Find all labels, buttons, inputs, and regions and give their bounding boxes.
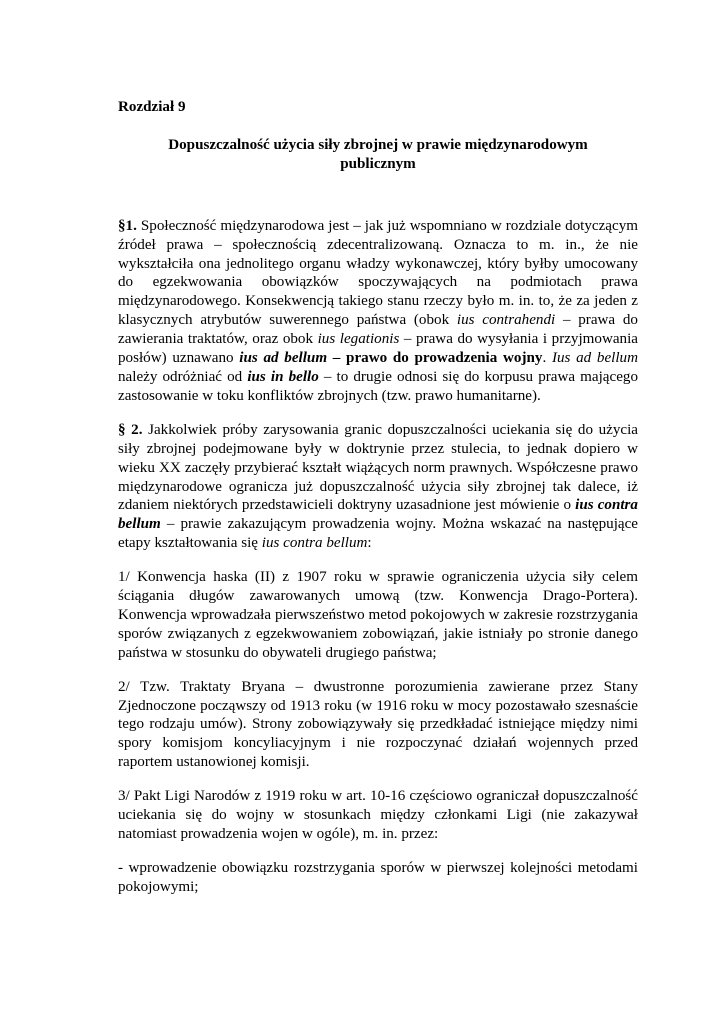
sec2-bold-italic-1: ius contra bellum	[118, 497, 638, 533]
sec2-text-3: :	[367, 535, 372, 552]
sec1-bold-italic-1: ius ad bellum	[239, 350, 328, 367]
list-item: 2/ Tzw. Traktaty Bryana – dwustronne porozumienia zawierane przez Stany Zjednoczone począwszy od 1913 roku (w 1916 roku w mocy pozostawało szesnaście tego rodzaju umów). Strony zobowiązywały się przedkładać istniejące między nimi spory komisjom koncyliacyjnym i nie rozpoczynać działań wojennych przed raportem ustanowionej komisji.	[118, 678, 638, 771]
sec2-italic-1: ius contra bellum	[261, 535, 368, 552]
sec1-bold-italic-2: ius in bello	[247, 368, 319, 385]
section-1-paragraph	[118, 217, 638, 406]
sec2-text-2: – prawie zakazującym prowadzenia wojny. Można wskazać na następujące etapy kształtowania się	[118, 516, 638, 552]
chapter-title-line1: Dopuszczalność użycia siły zbrojnej w prawie międzynarodowym	[168, 136, 588, 153]
document-page	[118, 98, 638, 897]
sec1-italic-1: ius contrahendi	[456, 312, 556, 329]
sec1-text-5: należy odróżniać od	[118, 368, 248, 385]
sec1-text-1: Społeczność międzynarodowa jest – jak już wspomniano w rozdziale dotyczącym źródeł prawa – społecznością zdecentralizowaną. Oznacza to m. in., że nie wykształciła ona jednolitego organu władzy wykonawczej, który byłby umocowany do egzekwowania obowiązków spoczywających na podmiotach prawa międzynarodowego. Konsekwencją takiego stanu rzeczy było m. in. to, że za jeden z klasycznych atrybutów suwerennego państwa (obok	[118, 217, 638, 329]
list-item: 1/ Konwencja haska (II) z 1907 roku w sprawie ograniczenia użycia siły celem ściągania długów zawarowanych umową (tzw. Konwencja Drago-Portera). Konwencja wprowadzała pierwszeństwo metod pokojowych w zakresie rozstrzygania sporów związanych z egzekwowaniem zobowiązań, jakie istniały po stronie danego państwa w stosunku do obywateli drugiego państwa;	[118, 569, 638, 661]
section-2-number: § 2.	[118, 421, 143, 438]
chapter-title-line2: publicznym	[340, 155, 416, 172]
section-2-paragraph	[118, 421, 638, 553]
list-item: - wprowadzenie obowiązku rozstrzygania sporów w pierwszej kolejności metodami pokojowymi;	[118, 859, 638, 895]
sec1-text-4: .	[542, 350, 552, 367]
section-1-number: §1.	[118, 217, 137, 234]
sec1-bold-1: – prawo do prowadzenia wojny	[327, 350, 543, 367]
sec1-text-6: – to drugie odnosi się do korpusu prawa mającego zastosowanie w toku konfliktów zbrojnych (tzw. prawo humanitarne).	[118, 368, 639, 404]
sec1-italic-2: ius legationis	[317, 331, 400, 348]
sec2-text-1: Jakkolwiek próby zarysowania granic dopuszczalności uciekania się do użycia siły zbrojnej podejmowane były w doktrynie przez stulecia, to jednak dopiero w wieku XX zaczęły przybierać kształt wiążących norm prawnych. Współczesne prawo międzynarodowe ogranicza już dopuszczalność użycia siły zbrojnej tak dalece, iż zdaniem niektórych przedstawicieli doktryny uzasadnione jest mówienie o	[118, 421, 639, 514]
chapter-heading: Rozdział 9	[118, 99, 186, 115]
list-item: 3/ Pakt Ligi Narodów z 1919 roku w art. 10-16 częściowo ograniczał dopuszczalność uciekania się do wojny w stosunkach między członkami Ligi (nie zakazywał natomiast prowadzenia wojen w ogóle), m. in. przez:	[118, 788, 638, 842]
sec1-text-2: – prawa do zawierania traktatów, oraz obok	[118, 312, 638, 348]
sec1-text-3: – prawa do wysyłania i przyjmowania posłów) uznawano	[118, 331, 638, 367]
sec1-italic-3: Ius ad bellum	[551, 350, 639, 367]
chapter-title	[118, 136, 638, 174]
